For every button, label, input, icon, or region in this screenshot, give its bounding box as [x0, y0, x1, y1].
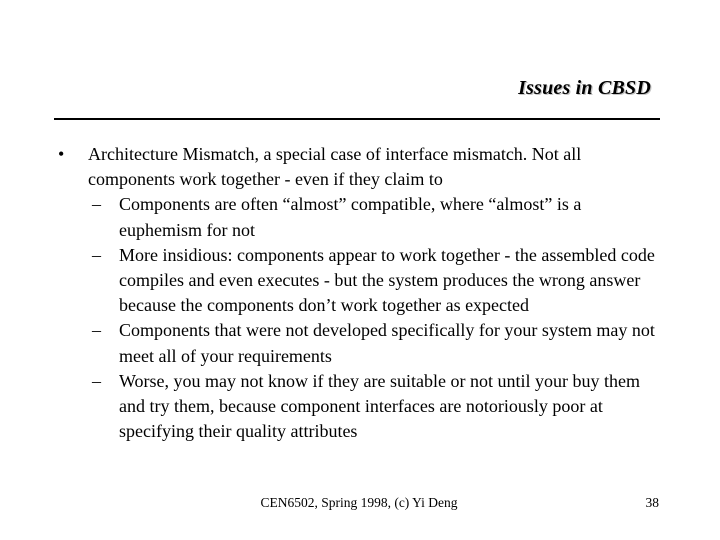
sub-bullet-item — [0, 369, 659, 445]
title-underline — [54, 118, 660, 120]
slide-title: Issues in CBSD — [518, 77, 651, 99]
bullet-marker: • — [58, 144, 65, 164]
sub-bullet-list — [0, 192, 720, 444]
sub-bullet-item — [0, 318, 659, 368]
sub-bullet-text: Worse, you may not know if they are suitable or not until your buy them and try them, because component interfaces are notoriously poor at specifying their quality attributes — [119, 370, 640, 442]
bullet-item — [0, 142, 648, 192]
sub-bullet-text: Components are often “almost” compatible, where “almost” is a euphemism for not — [119, 194, 582, 240]
sub-bullet-marker: – — [92, 370, 101, 391]
bullet-text: Architecture Mismatch, a special case of interface mismatch. Not all components work together - even if they claim to — [88, 144, 582, 190]
sub-bullet-marker: – — [92, 244, 101, 265]
sub-bullet-item — [0, 243, 659, 319]
sub-bullet-marker: – — [92, 320, 101, 341]
sub-bullet-item — [0, 192, 659, 242]
bullet-list — [0, 142, 720, 444]
sub-bullet-text: Components that were not developed specifically for your system may not meet all of your requirements — [119, 320, 655, 366]
footer-text: CEN6502, Spring 1998, (c) Yi Deng — [260, 495, 458, 510]
slide-footer — [0, 494, 720, 512]
sub-bullet-marker: – — [92, 194, 101, 215]
sub-bullet-text: More insidious: components appear to work together - the assembled code compiles and even executes - but the system produces the wrong answer because the components don’t work together as expected — [119, 244, 655, 316]
page-number: 38 — [645, 495, 659, 510]
